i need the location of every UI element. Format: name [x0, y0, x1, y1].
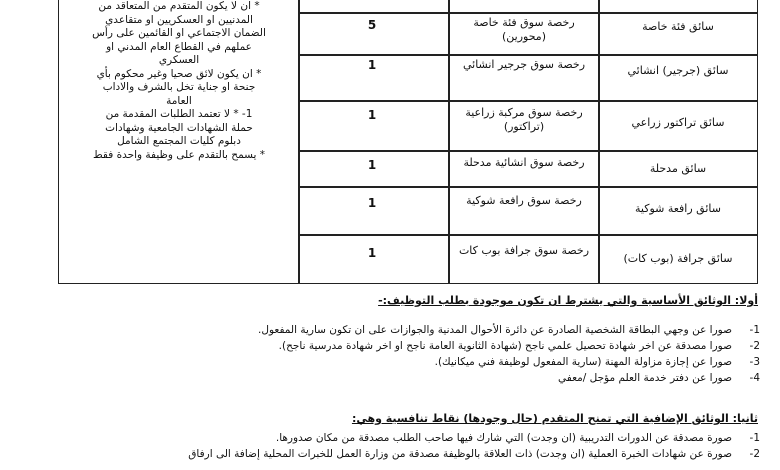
- condition-line: حملة الشهادات الجامعية وشهادات: [105, 121, 253, 134]
- list-index: 2-: [749, 448, 760, 460]
- condition-line: العامة: [166, 94, 192, 107]
- job-title: سائق فئة خاصة: [642, 20, 714, 33]
- list-text: صورا عن إجازة مزاولة المهنة (سارية المفعول لوظيفة فني ميكانيك).: [434, 356, 732, 368]
- list-text: صورا مصدقة عن اخر شهادة تحصيل علمي ناجح (شهادة الثانوية العامة ناجح او اخر شهادة مدرسية ناجح).: [278, 340, 732, 352]
- list-text: صورة عن شهادات الخبرة العملية (ان وجدت) ذات العلاقة بالوظيفة مصدقة من وزارة العمل للخبرات المحلية إضافة الى ارفاق: [188, 448, 732, 460]
- condition-line: * ان لا يكون المتقدم من المتعاقد من: [98, 0, 260, 12]
- license-type: رخصة سوق رافعة شوكية: [466, 194, 582, 207]
- license-type: رخصة سوق جرافة بوب كات: [458, 244, 590, 257]
- list-item: [40, 430, 760, 446]
- license-type: رخصة سوق فئة خاصة (محورين): [473, 16, 575, 43]
- condition-line: جنحة او جناية تخل بالشرف والاداب: [102, 81, 256, 93]
- condition-line: دبلوم كليات المجتمع الشامل: [117, 135, 241, 147]
- list-item: [120, 354, 760, 370]
- row-divider: [298, 100, 758, 102]
- vacancy-count: 1: [367, 158, 377, 172]
- list-item: [40, 446, 760, 462]
- row-divider: [298, 54, 758, 56]
- list-text: صورا عن دفتر خدمة العلم مؤجل /معفي: [558, 372, 732, 384]
- job-title: سائق جرافة (بوب كات): [623, 252, 733, 265]
- condition-line: المدنيين او العسكريين او متقاعدي: [105, 13, 253, 26]
- condition-line: * يسمح بالتقدم على وظيفة واحدة فقط: [92, 148, 266, 161]
- section-title-basic-documents: أولا: الوثائق الأساسية والتي يشترط ان تكون موجودة بطلب التوظيف:-: [378, 294, 758, 307]
- list-item: [120, 338, 760, 354]
- license-type: رخصة سوق جرجير انشائي: [462, 58, 586, 71]
- job-title: سائق (جرجير) انشائي: [627, 64, 729, 77]
- section-title-additional-documents: ثانيا: الوثائق الإضافية التي تمنح المتقدم (حال وجودها) نقاط تنافسية وهي:: [351, 412, 758, 425]
- license-type: رخصة سوق مركبة زراعية (تراكتور): [465, 106, 583, 133]
- row-divider: [298, 150, 758, 152]
- condition-line: الضمان الاجتماعي او القائمين على رأس: [92, 27, 266, 39]
- list-index: 1-: [749, 432, 760, 444]
- vacancy-count: 1: [367, 246, 377, 260]
- list-text: صورا عن وجهي البطاقة الشخصية الصادرة عن دائرة الأحوال المدنية والجوازات على ان تكون سارية المفعول.: [258, 324, 732, 336]
- license-type: رخصة سوق انشائية مدحلة: [463, 156, 585, 169]
- table-divider: [448, 0, 450, 284]
- conditions-cell: [66, 0, 292, 162]
- vacancy-count: 1: [367, 108, 377, 122]
- list-item: [120, 322, 760, 338]
- table-divider: [598, 0, 600, 284]
- job-title: سائق مدحلة: [649, 162, 707, 175]
- vacancy-count: 5: [367, 18, 377, 32]
- job-title: سائق رافعة شوكية: [635, 202, 721, 215]
- condition-line: 1- * لا تعتمد الطلبات المقدمة من: [105, 108, 253, 120]
- list-item: [120, 370, 760, 386]
- table-divider: [298, 0, 300, 284]
- list-text: صورة مصدقة عن الدورات التدريبية (ان وجدت) التي شارك فيها صاحب الطلب مصدقة من مكان صدورها.: [275, 432, 732, 444]
- list-index: 1-: [749, 324, 760, 336]
- condition-line: العسكري: [158, 54, 200, 66]
- row-divider: [298, 234, 758, 236]
- list-index: 3-: [749, 356, 760, 368]
- condition-line: * ان يكون لائق صحيا وغير محكوم بأي: [96, 67, 262, 80]
- vacancy-count: 1: [367, 58, 377, 72]
- blank-area: [118, 360, 214, 410]
- basic-documents-list: [120, 322, 760, 386]
- row-divider: [298, 12, 758, 14]
- vacancy-count: 1: [367, 196, 377, 210]
- list-index: 2-: [749, 340, 760, 352]
- list-index: 4-: [749, 372, 760, 384]
- job-title: سائق تراكتور زراعي: [631, 116, 725, 129]
- additional-documents-list: [40, 430, 760, 462]
- row-divider: [298, 186, 758, 188]
- condition-line: عملهم في القطاع العام المدني او: [106, 40, 252, 53]
